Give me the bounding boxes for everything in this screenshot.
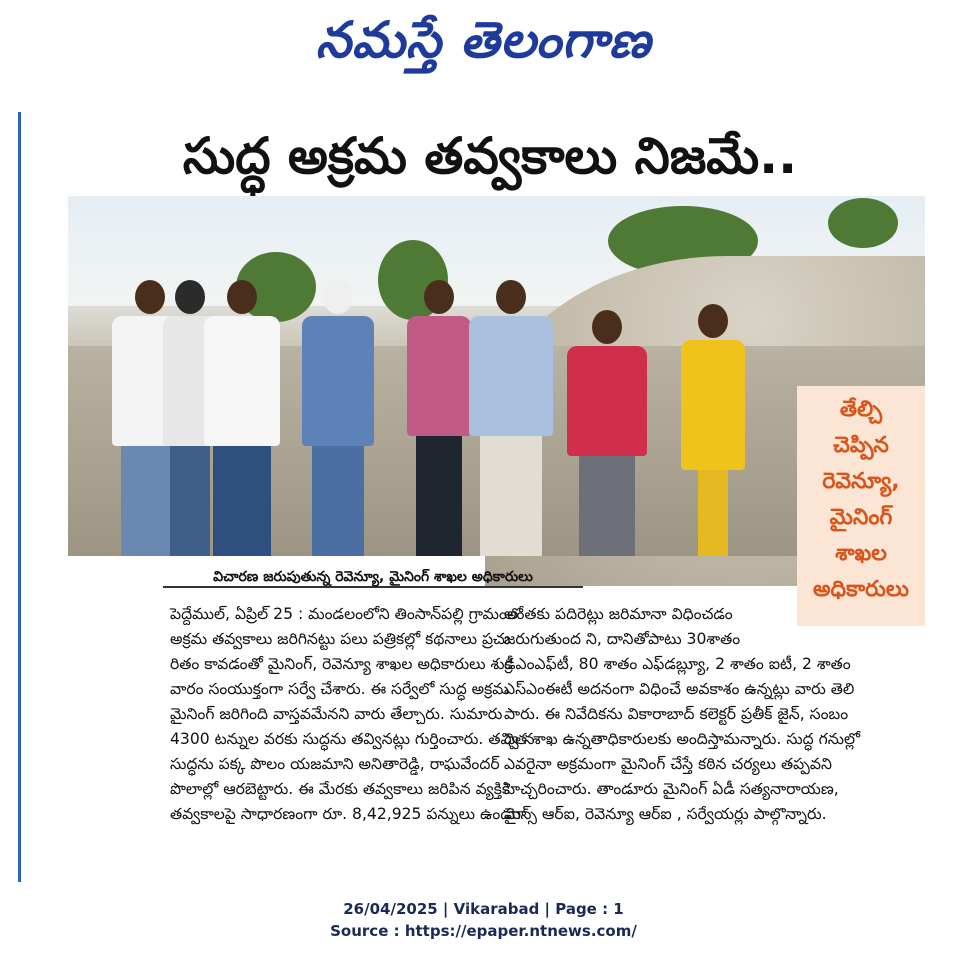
pull-quote-line: తేల్చి xyxy=(839,397,883,422)
pull-quote-line: మైనింగ్ xyxy=(829,505,893,530)
photo-caption: విచారణ జరుపుతున్న రెవెన్యూ, మైనింగ్ శాఖల అధికారులు xyxy=(163,566,583,588)
body-line: తవ్వకాలపై సాధారణంగా రూ. 8,42,925 పన్నులు ఉండగా xyxy=(170,805,527,823)
person-figure xyxy=(404,280,474,556)
body-line: ఎస్‌ఎంఈటీ అదనంగా విధించే అవకాశం ఉన్నట్లు వారు తెలి xyxy=(504,680,855,698)
body-line: సుద్ధను పక్క పొలం యజమాని అనితారెడ్డి, రాఘవేందర్ xyxy=(170,755,500,773)
body-line: హెచ్చరించారు. తాండూరు మైనింగ్ ఏడీ సత్యనారాయణ, xyxy=(504,780,839,798)
pull-quote-line: రెవెన్యూ, xyxy=(822,469,900,494)
pull-quote xyxy=(800,392,922,608)
body-line: ఎవరైనా అక్రమంగా మైనింగ్ చేస్తే కఠిన చర్యలు తప్పవని xyxy=(504,755,832,773)
body-line: జరుగుతుంద ని, దానితోపాటు 30శాతం xyxy=(504,630,741,648)
article-body-left xyxy=(170,602,535,827)
body-line: 4300 టన్నుల వరకు సుద్ధను తవ్వినట్లు గుర్తించారు. తవ్వి న xyxy=(170,730,535,748)
column-rule xyxy=(18,112,21,882)
pull-quote-line: చెప్పిన xyxy=(833,433,889,458)
body-line: పారు. ఈ నివేదికను వికారాబాద్ కలెక్టర్ ప్రతీక్ జైన్, సంబం xyxy=(504,705,849,723)
body-line: వారం సంయుక్తంగా సర్వే చేశారు. ఈ సర్వేలో సుద్ధ అక్రమ xyxy=(170,680,509,698)
body-line: అంతకు పదిరెట్లు జరిమానా విధించడం xyxy=(504,605,733,623)
person-figure xyxy=(564,310,650,556)
person-figure xyxy=(678,304,748,556)
pull-quote-line: శాఖల xyxy=(835,541,887,566)
edition-info: 26/04/2025 | Vikarabad | Page : 1 xyxy=(343,900,624,918)
body-line: రితం కావడంతో మైనింగ్, రెవెన్యూ శాఖల అధికారులు శుక్ర xyxy=(170,655,513,673)
source-link[interactable]: Source : https://epaper.ntnews.com/ xyxy=(330,922,637,940)
body-line: ధిత శాఖ ఉన్నతాధికారులకు అందిస్తామన్నారు. సుద్ధ గనుల్లో xyxy=(504,730,861,748)
body-line: మైనింగ్ జరిగింది వాస్తవమేనని వారు తేల్చారు. సుమారు xyxy=(170,705,503,723)
body-line: పొలాల్లో ఆరబెట్టారు. ఈ మేరకు తవ్వకాలు జరిపిన వ్యక్తికి xyxy=(170,780,510,798)
person-figure xyxy=(200,280,284,556)
article-body-right xyxy=(504,602,920,827)
person-figure xyxy=(466,280,556,556)
person-figure xyxy=(298,280,378,556)
body-line: మైన్స్ ఆర్‌ఐ, రెవెన్యూ ఆర్‌ఐ , సర్వేయర్లు పాల్గొన్నారు. xyxy=(504,805,827,823)
photo-tree xyxy=(828,198,898,248)
pull-quote-line: అధికారులు xyxy=(812,577,910,602)
body-line: పెద్దేముల్, ఏప్రిల్ 25 : మండలంలోని తింసాన్‌పల్లి గ్రామంలో xyxy=(170,605,523,623)
newspaper-masthead: నమస్తే తెలంగాణ xyxy=(315,10,652,69)
body-line: డీఎంఎఫ్‌టీ, 80 శాతం ఎఫ్‌డబ్ల్యూ, 2 శాతం ఐటీ, 2 శాతం xyxy=(504,655,851,673)
body-line: అక్రమ తవ్వకాలు జరిగినట్టు పలు పత్రికల్లో కథనాలు ప్రచు xyxy=(170,630,511,648)
article-headline: సుద్ధ అక్రమ తవ్వకాలు నిజమే.. xyxy=(182,127,798,185)
